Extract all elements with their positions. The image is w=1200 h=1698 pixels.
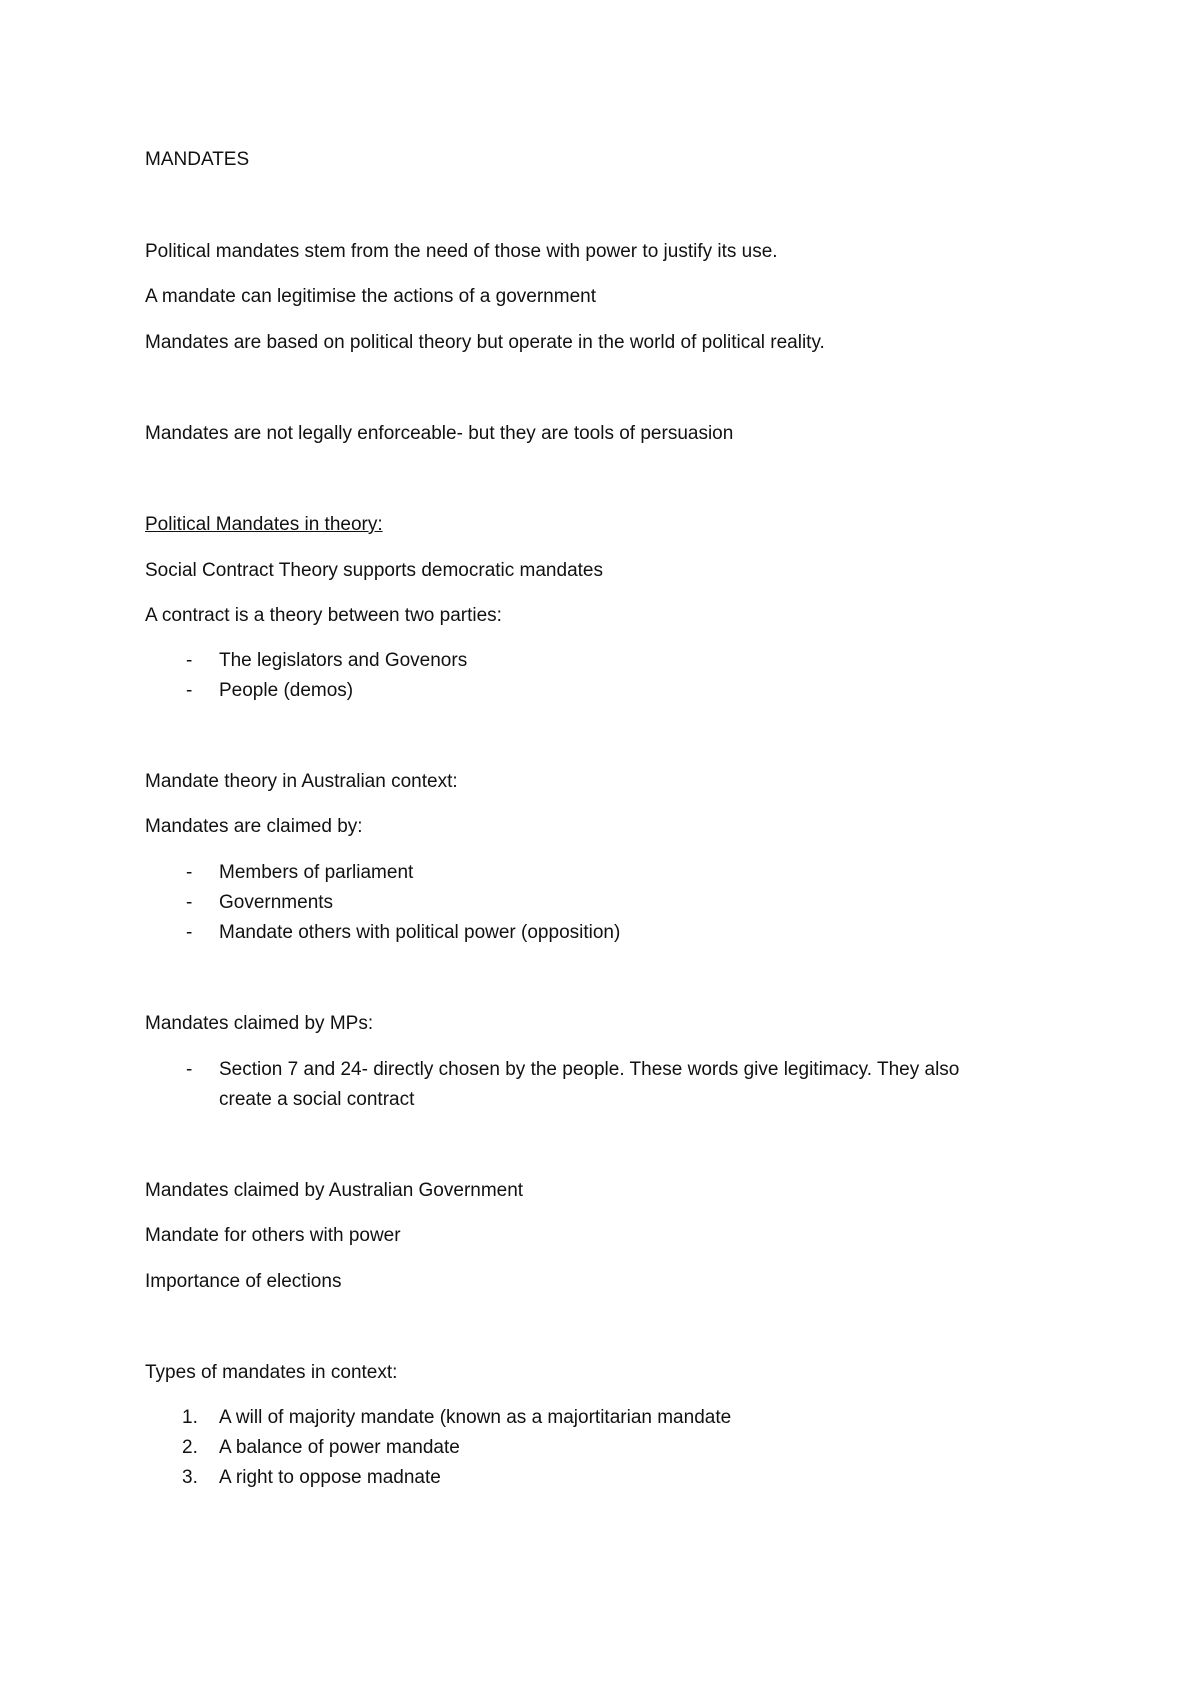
mps-heading: Mandates claimed by MPs: — [145, 1013, 374, 1034]
list-item: People (demos) — [219, 680, 354, 701]
list-item: A right to oppose madnate — [219, 1467, 441, 1488]
list-item-line-2: create a social contract — [219, 1089, 415, 1110]
gov-line-1: Mandates claimed by Australian Government — [145, 1180, 524, 1201]
bullet-marker: - — [186, 862, 193, 883]
aus-heading: Mandate theory in Australian context: — [145, 771, 458, 792]
list-item: Governments — [219, 892, 334, 913]
list-item: Mandate others with political power (opposition) — [219, 922, 621, 943]
intro-line-1: Political mandates stem from the need of those with power to justify its use. — [145, 241, 778, 262]
theory-line-2: A contract is a theory between two parties: — [145, 605, 502, 626]
intro-line-3: Mandates are based on political theory but operate in the world of political reality. — [145, 332, 825, 353]
document-title: MANDATES — [145, 149, 250, 170]
list-number: 3. — [182, 1467, 198, 1488]
list-item: Members of parliament — [219, 862, 414, 883]
gov-line-2: Mandate for others with power — [145, 1225, 401, 1246]
types-heading: Types of mandates in context: — [145, 1362, 398, 1383]
bullet-marker: - — [186, 680, 193, 701]
list-item: A balance of power mandate — [219, 1437, 460, 1458]
theory-line-1: Social Contract Theory supports democratic mandates — [145, 560, 603, 581]
bullet-marker: - — [186, 1059, 193, 1080]
list-item: A will of majority mandate (known as a majortitarian mandate — [219, 1407, 732, 1428]
list-number: 1. — [182, 1407, 198, 1428]
list-number: 2. — [182, 1437, 198, 1458]
list-item: The legislators and Govenors — [219, 650, 468, 671]
claimed-by-line: Mandates are claimed by: — [145, 816, 363, 837]
theory-heading: Political Mandates in theory: — [145, 514, 383, 535]
list-item-line-1: Section 7 and 24- directly chosen by the people. These words give legitimacy. They also — [219, 1059, 960, 1080]
bullet-marker: - — [186, 650, 193, 671]
persuasion-line: Mandates are not legally enforceable- but they are tools of persuasion — [145, 423, 734, 444]
bullet-marker: - — [186, 922, 193, 943]
bullet-marker: - — [186, 892, 193, 913]
intro-line-2: A mandate can legitimise the actions of a government — [145, 286, 596, 307]
gov-line-3: Importance of elections — [145, 1271, 342, 1292]
